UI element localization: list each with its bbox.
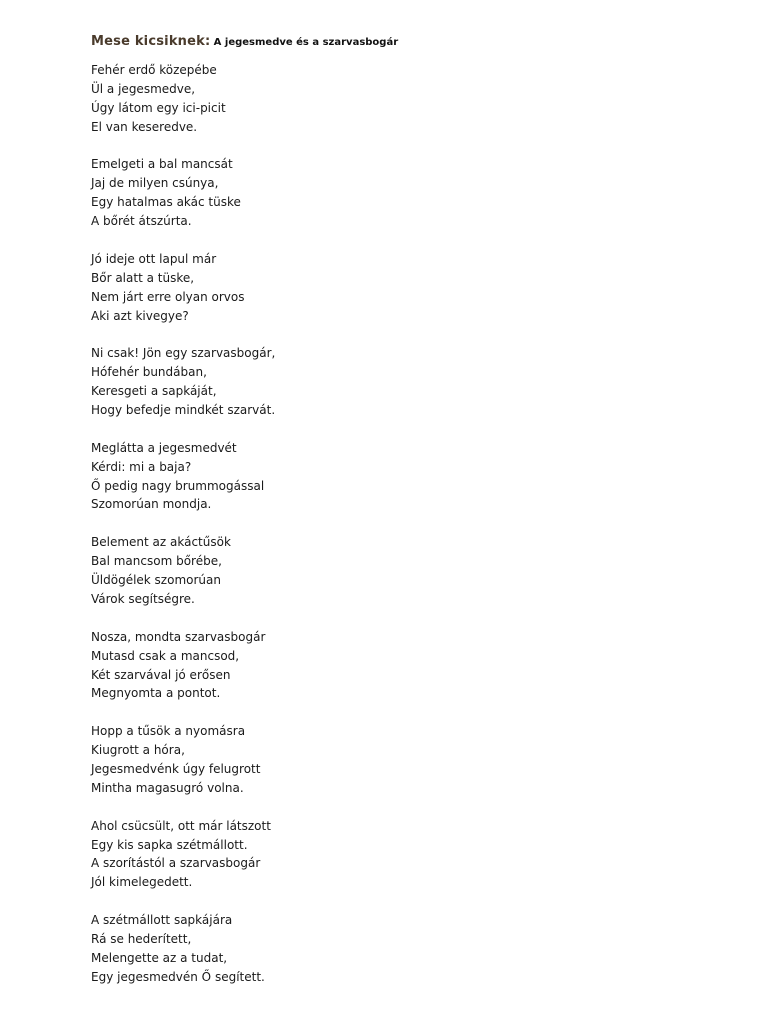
poem-line: Bal mancsom bőrébe, xyxy=(91,554,222,569)
poem-body xyxy=(91,61,275,1006)
poem-line: Egy hatalmas akác tüske xyxy=(91,195,241,210)
poem-line: Mintha magasugró volna. xyxy=(91,780,244,795)
poem-line: Jaj de milyen csúnya, xyxy=(91,176,219,191)
poem-line: Hófehér bundában, xyxy=(91,365,207,380)
poem-line: Bőr alatt a tüske, xyxy=(91,270,195,285)
poem-line: Aki azt kivegye? xyxy=(91,308,189,323)
poem-line: Rá se hederített, xyxy=(91,931,192,946)
heading-series-title: Mese kicsiknek xyxy=(91,34,205,49)
poem-line: Nosza, mondta szarvasbogár xyxy=(91,629,266,644)
poem-line: Megnyomta a pontot. xyxy=(91,686,221,701)
document-heading xyxy=(91,31,398,52)
poem-line: Emelgeti a bal mancsát xyxy=(91,157,233,172)
poem-line: Mutasd csak a mancsod, xyxy=(91,648,240,663)
poem-line: Szomorúan mondja. xyxy=(91,497,212,512)
stanza xyxy=(91,250,275,326)
poem-line: Fehér erdő közepébe xyxy=(91,63,217,77)
poem-line: Úgy látom egy ici-picit xyxy=(91,100,226,115)
poem-line: Hogy befedje mindkét szarvát. xyxy=(91,403,276,418)
poem-line: Ő pedig nagy brummogással xyxy=(91,478,265,493)
poem-line: Egy kis sapka szétmállott. xyxy=(91,837,248,852)
stanza xyxy=(91,61,275,137)
poem-line: Nem járt erre olyan orvos xyxy=(91,289,245,304)
poem-line: Keresgeti a sapkáját, xyxy=(91,384,217,399)
poem-line: Ül a jegesmedve, xyxy=(91,81,196,96)
poem-line: Ni csak! Jön egy szarvasbogár, xyxy=(91,346,276,361)
poem-line: Jól kimelegedett. xyxy=(91,875,193,890)
stanza xyxy=(91,911,275,987)
poem-line: A szorítástól a szarvasbogár xyxy=(91,856,261,871)
stanza xyxy=(91,155,275,231)
stanza xyxy=(91,817,275,893)
stanza xyxy=(91,344,275,420)
poem-line: A bőrét átszúrta. xyxy=(91,214,192,229)
poem-line: Kiugrott a hóra, xyxy=(91,743,185,758)
stanza xyxy=(91,533,275,609)
heading-separator: : xyxy=(205,34,211,49)
poem-line: Belement az akáctűsök xyxy=(91,535,231,550)
poem-line: Üldögélek szomorúan xyxy=(91,573,221,588)
poem-line: A szétmállott sapkájára xyxy=(91,913,233,928)
poem-line: Meglátta a jegesmedvét xyxy=(91,440,237,455)
poem-line: Kérdi: mi a baja? xyxy=(91,459,192,474)
poem-line: Melengette az a tudat, xyxy=(91,950,228,965)
stanza xyxy=(91,722,275,798)
poem-line: Hopp a tűsök a nyomásra xyxy=(91,724,246,739)
poem-line: Két szarvával jó erősen xyxy=(91,667,231,682)
poem-line: Ahol csücsült, ott már látszott xyxy=(91,818,271,833)
heading-poem-title: A jegesmedve és a szarvasbogár xyxy=(210,37,399,48)
poem-line: Egy jegesmedvén Ő segített. xyxy=(91,969,265,984)
poem-line: El van keseredve. xyxy=(91,119,198,134)
poem-line: Jegesmedvénk úgy felugrott xyxy=(91,761,261,776)
poem-line: Várok segítségre. xyxy=(91,591,195,606)
poem-line: Jó ideje ott lapul már xyxy=(91,251,217,266)
stanza xyxy=(91,628,275,704)
stanza xyxy=(91,439,275,515)
